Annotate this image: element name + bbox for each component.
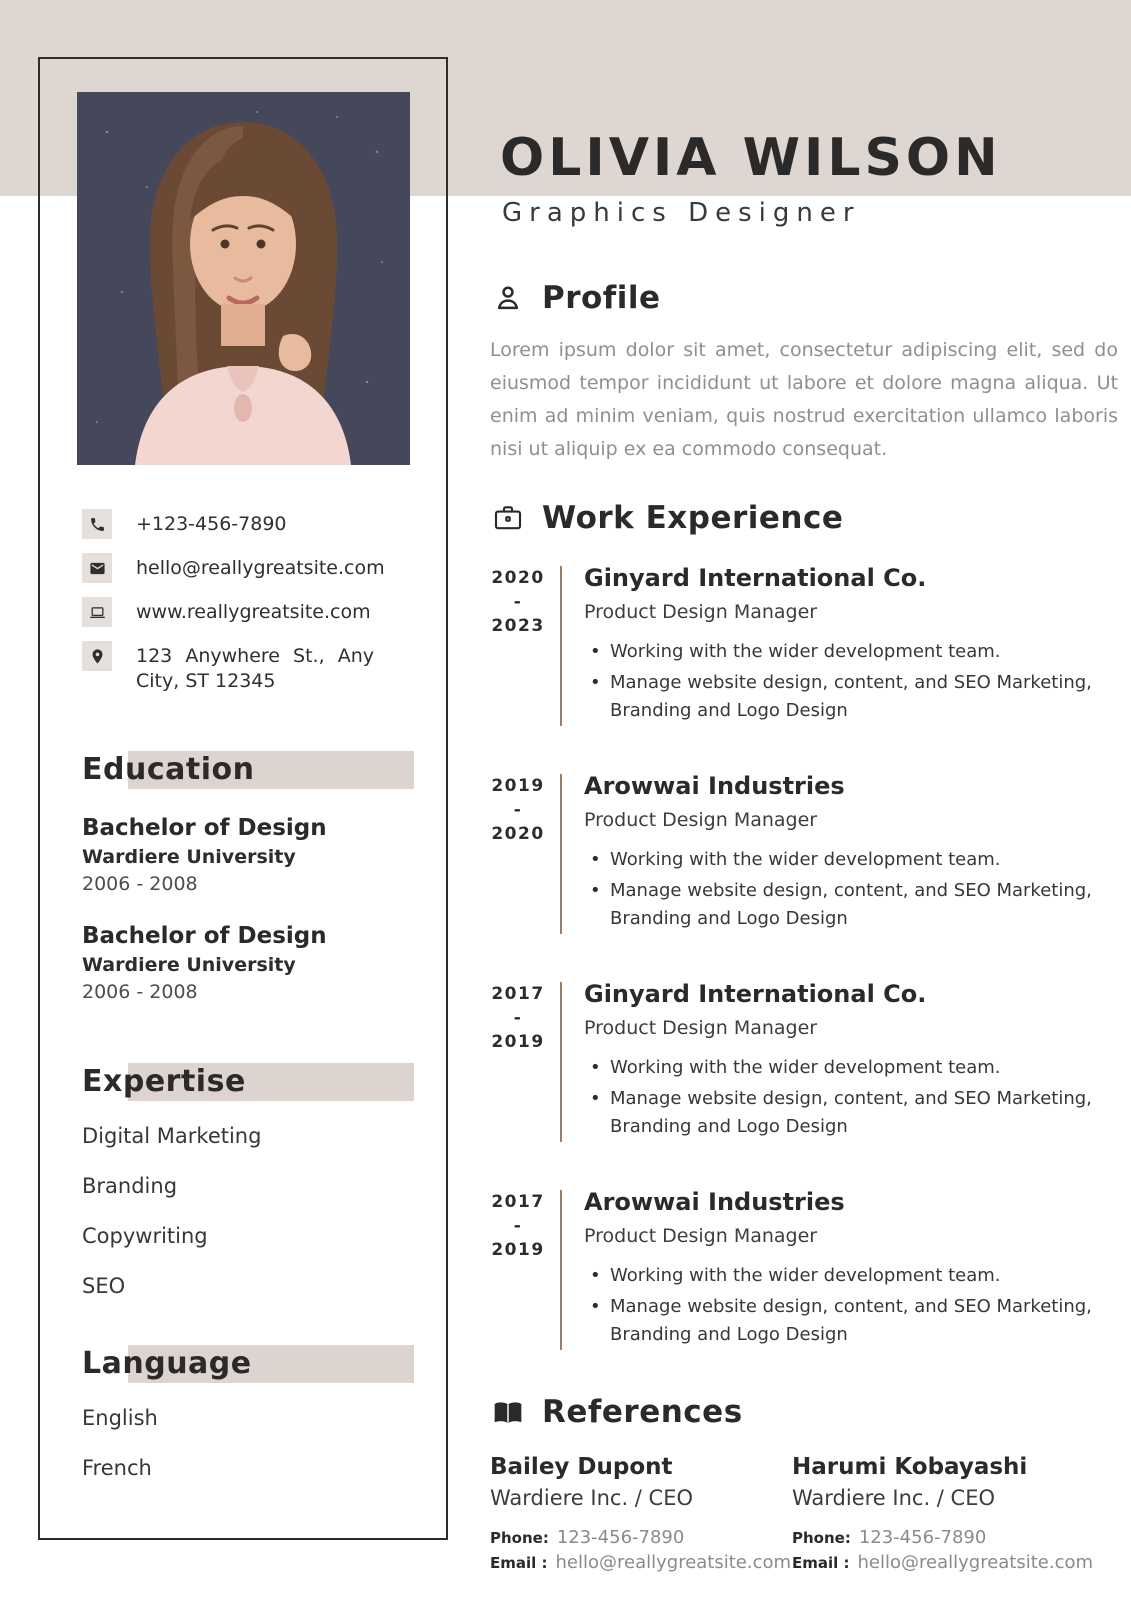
- timeline-divider: [560, 1190, 562, 1350]
- contact-address: [82, 641, 420, 694]
- reference-card: [792, 1452, 1094, 1577]
- degree: Bachelor of Design: [82, 815, 327, 841]
- language-heading: Language: [82, 1344, 420, 1384]
- school: Wardiere University: [82, 954, 296, 976]
- expertise-item: Digital Marketing: [82, 1124, 262, 1148]
- entry-body: [584, 978, 1118, 1144]
- entry-dates: 2020 - 2023: [491, 568, 545, 636]
- company-name: Ginyard International Co.: [584, 564, 927, 592]
- education-section: [40, 750, 446, 1006]
- reference-email-row: [490, 1552, 792, 1573]
- entry-body: [584, 1186, 1118, 1352]
- reference-name: Bailey Dupont: [490, 1454, 673, 1480]
- briefcase-icon: [490, 500, 526, 536]
- role-title: Product Design Manager: [584, 809, 818, 831]
- entry-dates: 2017 - 2019: [491, 1192, 545, 1260]
- timeline-divider: [560, 566, 562, 726]
- bullet-item: • Working with the wider development team.: [584, 846, 1118, 874]
- education-item: [82, 812, 420, 898]
- person-icon: [490, 280, 526, 316]
- contact-website-text: www.reallygreatsite.com: [136, 601, 371, 623]
- reference-phone-row: [792, 1527, 1094, 1548]
- work-entry: [490, 978, 1118, 1144]
- timeline-divider: [560, 982, 562, 1142]
- bullet-item: • Working with the wider development team.: [584, 638, 1118, 666]
- profile-paragraph: Lorem ipsum dolor sit amet, consectetur adipiscing elit, sed do eiusmod tempor incididunt ut labore et dolore magna aliqua. Ut enim ad minim veniam, quis nostrud exercitation ullamco laboris nisi ut aliquip ex ea commodo consequat.: [490, 339, 1118, 460]
- reference-org: Wardiere Inc. / CEO: [792, 1486, 996, 1510]
- company-name: Arowwai Industries: [584, 1188, 845, 1216]
- role-title: Product Design Manager: [584, 1225, 818, 1247]
- profile-section-heading: [490, 280, 1118, 316]
- references-heading-label: References: [542, 1394, 743, 1430]
- company-name: Arowwai Industries: [584, 772, 845, 800]
- company-name: Ginyard International Co.: [584, 980, 927, 1008]
- phone-value: 123-456-7890: [556, 1527, 685, 1548]
- profile-heading-label: Profile: [542, 280, 661, 316]
- phone-label: Phone:: [792, 1529, 851, 1547]
- sidebar: [38, 57, 448, 1540]
- contact-website: [82, 597, 420, 627]
- email-value: hello@reallygreatsite.com: [857, 1552, 1094, 1573]
- bullet-item: • Manage website design, content, and SEO Marketing, Branding and Logo Design: [584, 1085, 1118, 1141]
- website-icon: [82, 597, 112, 627]
- reference-org: Wardiere Inc. / CEO: [490, 1486, 694, 1510]
- book-icon: [490, 1394, 526, 1430]
- work-entry: [490, 770, 1118, 936]
- email-label: Email :: [490, 1554, 548, 1572]
- expertise-list: [82, 1122, 420, 1300]
- entry-bullets: [584, 846, 1118, 933]
- contact-email: [82, 553, 420, 583]
- work-entries: [490, 562, 1118, 1352]
- references-section-heading: [490, 1394, 1118, 1430]
- entry-body: [584, 562, 1118, 728]
- role-title: Product Design Manager: [584, 1017, 818, 1039]
- bullet-item: • Manage website design, content, and SEO Marketing, Branding and Logo Design: [584, 669, 1118, 725]
- phone-icon: [82, 509, 112, 539]
- entry-bullets: [584, 638, 1118, 725]
- reference-name: Harumi Kobayashi: [792, 1454, 1028, 1480]
- profile-photo: [77, 92, 410, 465]
- school: Wardiere University: [82, 846, 296, 868]
- language-list: [82, 1404, 420, 1482]
- years: 2006 - 2008: [82, 981, 198, 1003]
- expertise-item: Branding: [82, 1174, 178, 1198]
- work-heading-label: Work Experience: [542, 500, 844, 536]
- expertise-item: Copywriting: [82, 1224, 208, 1248]
- job-title: Graphics Designer: [502, 198, 861, 228]
- bullet-item: • Manage website design, content, and SEO Marketing, Branding and Logo Design: [584, 1293, 1118, 1349]
- main-column: [490, 0, 1118, 1577]
- language-item: English: [82, 1406, 158, 1430]
- work-entry: [490, 1186, 1118, 1352]
- contact-list: [82, 509, 420, 694]
- reference-contacts: [490, 1527, 792, 1573]
- person-name: OLIVIA WILSON: [500, 128, 1002, 188]
- entry-bullets: [584, 1054, 1118, 1141]
- phone-value: 123-456-7890: [858, 1527, 987, 1548]
- profile-photo-illustration: [77, 92, 410, 465]
- contact-phone: [82, 509, 420, 539]
- bullet-item: • Working with the wider development team.: [584, 1054, 1118, 1082]
- language-section: [40, 1344, 446, 1482]
- bullet-item: • Manage website design, content, and SEO Marketing, Branding and Logo Design: [584, 877, 1118, 933]
- email-icon: [82, 553, 112, 583]
- entry-bullets: [584, 1262, 1118, 1349]
- contact-phone-text: +123-456-7890: [136, 513, 287, 535]
- entry-dates: 2019 - 2020: [491, 776, 545, 844]
- degree: Bachelor of Design: [82, 923, 327, 949]
- expertise-section: [40, 1062, 446, 1300]
- location-icon: [82, 641, 112, 671]
- bullet-item: • Working with the wider development team.: [584, 1262, 1118, 1290]
- timeline-divider: [560, 774, 562, 934]
- reference-phone-row: [490, 1527, 792, 1548]
- email-label: Email :: [792, 1554, 850, 1572]
- language-item: French: [82, 1456, 152, 1480]
- entry-body: [584, 770, 1118, 936]
- reference-email-row: [792, 1552, 1094, 1573]
- phone-label: Phone:: [490, 1529, 549, 1547]
- entry-dates: 2017 - 2019: [491, 984, 545, 1052]
- contact-email-text: hello@reallygreatsite.com: [136, 557, 385, 579]
- references-list: [490, 1452, 1118, 1577]
- work-section-heading: [490, 500, 1118, 536]
- reference-contacts: [792, 1527, 1094, 1573]
- email-value: hello@reallygreatsite.com: [555, 1552, 792, 1573]
- education-heading: Education: [82, 750, 420, 790]
- education-item: [82, 920, 420, 1006]
- expertise-item: SEO: [82, 1274, 126, 1298]
- years: 2006 - 2008: [82, 873, 198, 895]
- contact-address-text: 123 Anywhere St., Any City, ST 12345: [136, 645, 374, 692]
- work-entry: [490, 562, 1118, 728]
- expertise-heading: Expertise: [82, 1062, 420, 1102]
- role-title: Product Design Manager: [584, 601, 818, 623]
- reference-card: [490, 1452, 792, 1577]
